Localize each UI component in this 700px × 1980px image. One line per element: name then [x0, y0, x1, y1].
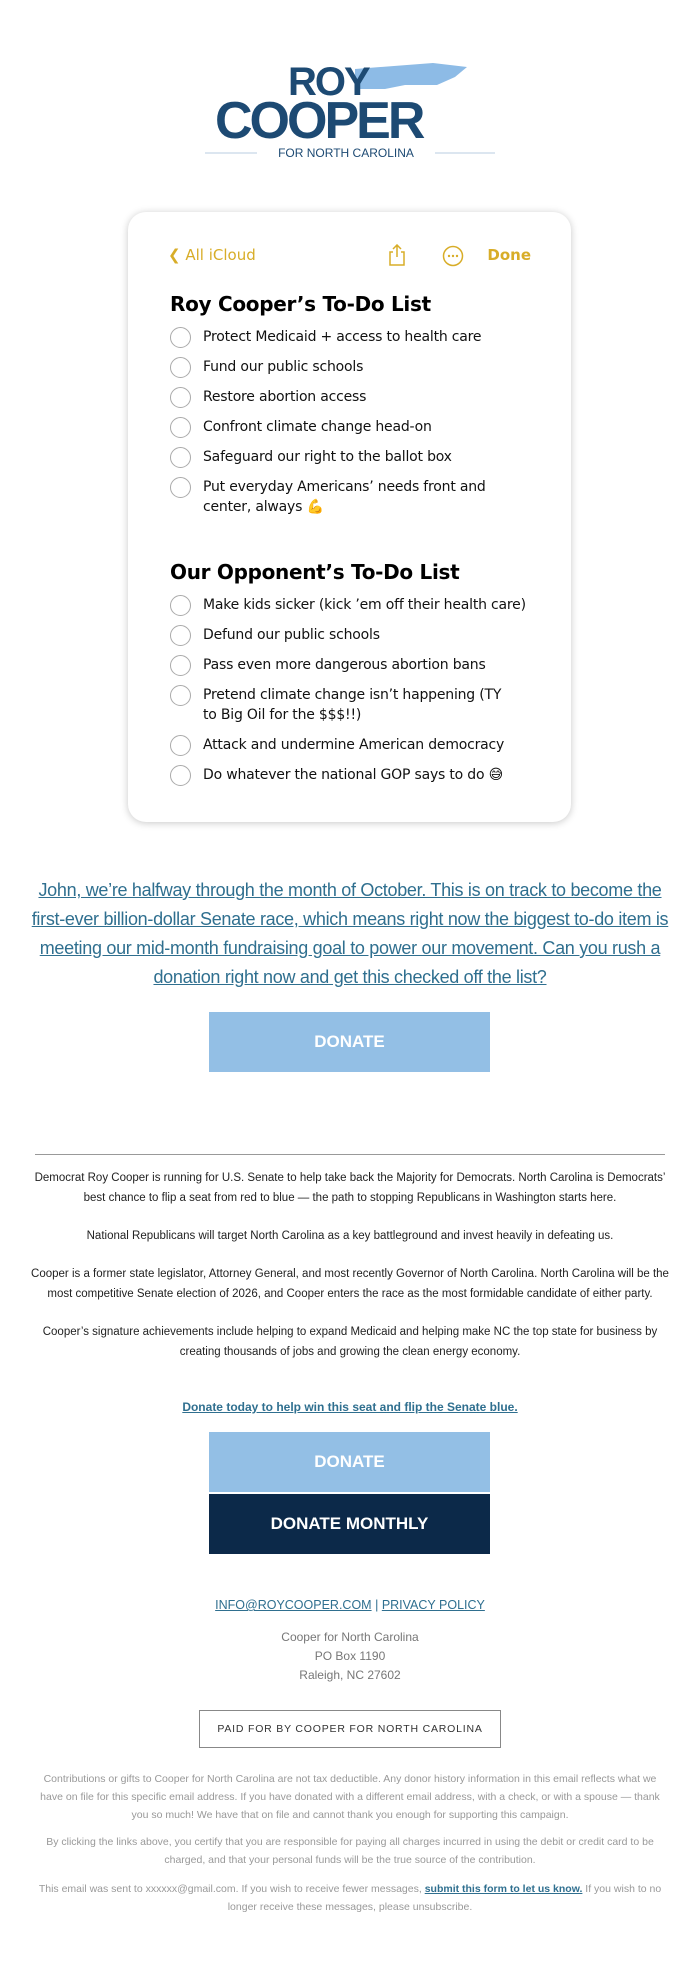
checkbox-circle-icon[interactable]: [170, 655, 191, 676]
list-item[interactable]: [170, 447, 530, 468]
list-item[interactable]: [170, 387, 530, 408]
list-item[interactable]: [170, 595, 530, 616]
address-line: PO Box 1190: [314, 1649, 386, 1663]
item-text: Protect Medicaid + access to health care: [203, 329, 482, 345]
done-button[interactable]: Done: [487, 246, 531, 264]
checkbox-circle-icon[interactable]: [170, 765, 191, 786]
donate-monthly-button[interactable]: DONATE MONTHLY: [209, 1494, 490, 1554]
list-title: Roy Cooper’s To-Do List: [170, 292, 431, 316]
list-item[interactable]: [170, 477, 510, 517]
info-paragraph: Cooper is a former state legislator, Attorney General, and most recently Governor of North Carolina. North Carolina will be the most competitive Senate election of 2026, and Cooper enters the race as the most formidable candidate of either party.: [31, 1268, 669, 1300]
legal-text: Contributions or gifts to Cooper for North Carolina are not tax deductible. Any donor history information in this email reflects what we have on file for this specific email address. If you have donated with a different email address, with a check, or with a spouse — thank you so much! We have that on file and cannot thank you enough for supporting this campaign.: [40, 1773, 660, 1821]
info-paragraph: Democrat Roy Cooper is running for U.S. Senate to help take back the Majority for Democrats. North Carolina is Democrats’ best chance to flip a seat from red to blue — the path to stopping Republicans in Washington starts here.: [34, 1172, 666, 1204]
checkbox-circle-icon[interactable]: [170, 387, 191, 408]
item-text: Do whatever the national GOP says to do 😅: [203, 767, 503, 783]
info-paragraph: Cooper’s signature achievements include helping to expand Medicaid and helping make NC the top state for business by creating thousands of jobs and growing the clean energy economy.: [42, 1326, 658, 1358]
donation-ask-link[interactable]: John, we’re halfway through the month of October. This is on track to become the first-ever billion-dollar Senate race, which means right now the biggest to-do item is meeting our mid-month fundraising goal to power our movement. Can you rush a donation right now and get this checked off the list?: [31, 880, 669, 987]
preferences-form-link[interactable]: submit this form to let us know.: [424, 1883, 583, 1895]
legal-text: This email was sent to xxxxxx@gmail.com. If you wish to receive fewer messages,: [38, 1883, 425, 1895]
checkbox-circle-icon[interactable]: [170, 447, 191, 468]
list-item[interactable]: [170, 417, 530, 438]
back-label: All iCloud: [185, 246, 256, 264]
list-item[interactable]: [170, 655, 530, 676]
legal-text: If you wish to no longer receive these messages, please unsubscribe.: [227, 1883, 662, 1913]
donate-button[interactable]: DONATE: [209, 1012, 490, 1072]
campaign-info: [30, 1168, 670, 1380]
more-icon[interactable]: [442, 245, 464, 271]
item-text: Fund our public schools: [203, 359, 364, 375]
item-text: Defund our public schools: [203, 627, 380, 643]
checkbox-circle-icon[interactable]: [170, 685, 191, 706]
address-line: Cooper for North Carolina: [281, 1630, 419, 1644]
donate-today-link[interactable]: Donate today to help win this seat and flip the Senate blue.: [182, 1400, 518, 1414]
checkbox-circle-icon[interactable]: [170, 477, 191, 498]
svg-text:ROY: ROY: [288, 60, 369, 104]
item-text: Pass even more dangerous abortion bans: [203, 657, 486, 673]
checkbox-circle-icon[interactable]: [170, 595, 191, 616]
item-text: Safeguard our right to the ballot box: [203, 449, 452, 465]
checkbox-circle-icon[interactable]: [170, 625, 191, 646]
list-item[interactable]: [170, 327, 530, 348]
chevron-left-icon: ❮: [168, 246, 186, 264]
donate-button-2[interactable]: DONATE: [209, 1432, 490, 1492]
list-item[interactable]: [170, 625, 530, 646]
item-text: Confront climate change head-on: [203, 419, 432, 435]
list-title: Our Opponent’s To-Do List: [170, 560, 460, 584]
item-text: Attack and undermine American democracy: [203, 737, 505, 753]
info-paragraph: National Republicans will target North Carolina as a key battleground and invest heavily in defeating us.: [86, 1230, 614, 1242]
share-icon[interactable]: [388, 244, 406, 270]
svg-text:COOPER: COOPER: [215, 92, 423, 150]
item-text: Make kids sicker (kick ’em off their health care): [203, 597, 526, 613]
item-text: Pretend climate change isn’t happening (TY to Big Oil for the $$$!!): [203, 687, 502, 723]
list-item[interactable]: [170, 357, 530, 378]
separator: |: [375, 1598, 379, 1612]
divider: [35, 1154, 665, 1155]
list-item[interactable]: [170, 735, 530, 756]
svg-text:FOR NORTH CAROLINA: FOR NORTH CAROLINA: [278, 146, 414, 160]
item-text: Put everyday Americans’ needs front and center, always 💪: [203, 479, 486, 515]
checkbox-circle-icon[interactable]: [170, 327, 191, 348]
mailing-address: [0, 1628, 700, 1685]
list-item[interactable]: [170, 765, 530, 786]
unsubscribe-text: [35, 1880, 665, 1916]
privacy-policy-link[interactable]: PRIVACY POLICY: [381, 1598, 485, 1612]
item-text: Restore abortion access: [203, 389, 367, 405]
roy-cooper-logo: [205, 55, 495, 165]
list-item[interactable]: [170, 685, 510, 725]
checkbox-circle-icon[interactable]: [170, 417, 191, 438]
notes-card: [128, 212, 571, 822]
address-line: Raleigh, NC 27602: [299, 1668, 401, 1682]
back-button[interactable]: [168, 246, 256, 264]
legal-text: By clicking the links above, you certify that you are responsible for paying all charges incurred in using the debit or credit card to be charged, and that your personal funds will be the true source of the contribution.: [46, 1836, 654, 1866]
footer-links: [0, 1598, 700, 1612]
checkbox-circle-icon[interactable]: [170, 357, 191, 378]
paid-for-disclaimer: PAID FOR BY COOPER FOR NORTH CAROLINA: [199, 1710, 501, 1748]
checkbox-circle-icon[interactable]: [170, 735, 191, 756]
email-link[interactable]: INFO@ROYCOOPER.COM: [215, 1598, 372, 1612]
